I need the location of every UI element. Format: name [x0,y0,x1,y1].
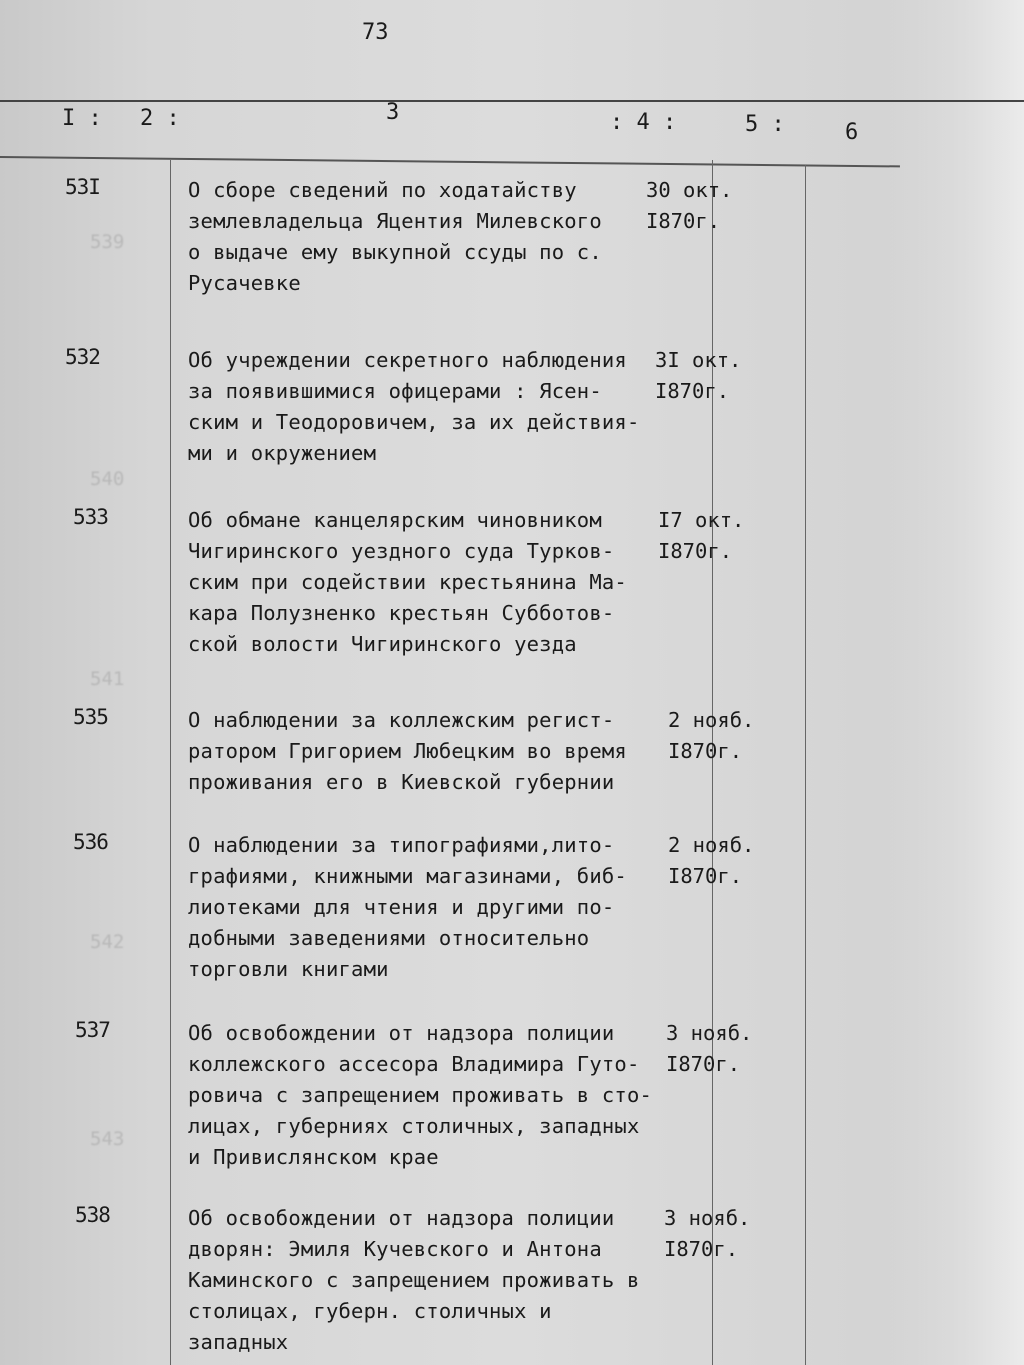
header-col-2: 2 : [140,106,180,131]
entry-description: Об освобождении от надзора полиции коллежского ассесора Владимира Гуто- ровича с запрещением проживать в сто- лицах, губерниях столичных, западных и Привислянском крае [188,1021,653,1169]
entry-date: 2 нояб. I870г. [668,708,755,763]
entry-number: 533 [73,505,108,529]
header-col-4: : 4 : [610,110,677,135]
column-divider [170,160,171,1365]
show-through-text: 539 [90,231,125,253]
entry-number: 537 [75,1018,110,1042]
entry-description: Об учреждении секретного наблюдения за появившимися офицерами : Ясен- ским и Теодоровичем, за их действия- ми и окружением [188,348,640,465]
entry-number: 538 [75,1203,110,1227]
column-divider [805,165,806,1365]
entry-description: Об обмане канцелярским чиновником Чигиринского уездного суда Турков- ским при содействии крестьянина Ма- кара Полузненко крестьян Субботов- ской волости Чигиринского уезда [188,508,627,656]
entry-date: I7 окт. I870г. [658,508,745,563]
show-through-text: 541 [90,668,125,690]
entry-description: Об освобождении от надзора полиции дворян: Эмиля Кучевского и Антона Каминского с запрещением проживать в столицах, губерн. столичных и западных [188,1206,640,1354]
entry-description: О наблюдении за типографиями,лито- графиями, книжными магазинами, биб- лиотеками для чтения и другими по- добными заведениями относительно торговли книгами [188,833,627,981]
show-through-text: 540 [90,468,125,490]
entry-number: 535 [73,705,108,729]
entry-date: 3 нояб. I870г. [664,1206,751,1261]
header-col-3: 3 [386,100,400,125]
show-through-text: 542 [90,931,125,953]
table-header [0,98,1024,158]
entry-date: 30 окт. I870г. [646,178,733,233]
header-col-5: 5 : [745,112,785,137]
entry-description: О наблюдении за коллежским регист- ратором Григорием Любецким во время проживания его в Киевской губернии [188,708,627,794]
entry-date: 3 нояб. I870г. [666,1021,753,1076]
entry-date: 2 нояб. I870г. [668,833,755,888]
entry-number: 536 [73,830,108,854]
show-through-text: 543 [90,1128,125,1150]
entry-number: 53I [65,175,100,199]
entry-description: О сборе сведений по ходатайству землевладельца Яцентия Милевского о выдаче ему выкупной ссуды по с. Русачевке [188,178,602,295]
header-col-6: 6 [845,120,859,145]
page-number: 73 [362,20,389,45]
header-col-1: I : [62,106,102,131]
entry-date: 3I окт. I870г. [655,348,742,403]
entry-number: 532 [65,345,100,369]
page-shadow [874,0,1024,1365]
